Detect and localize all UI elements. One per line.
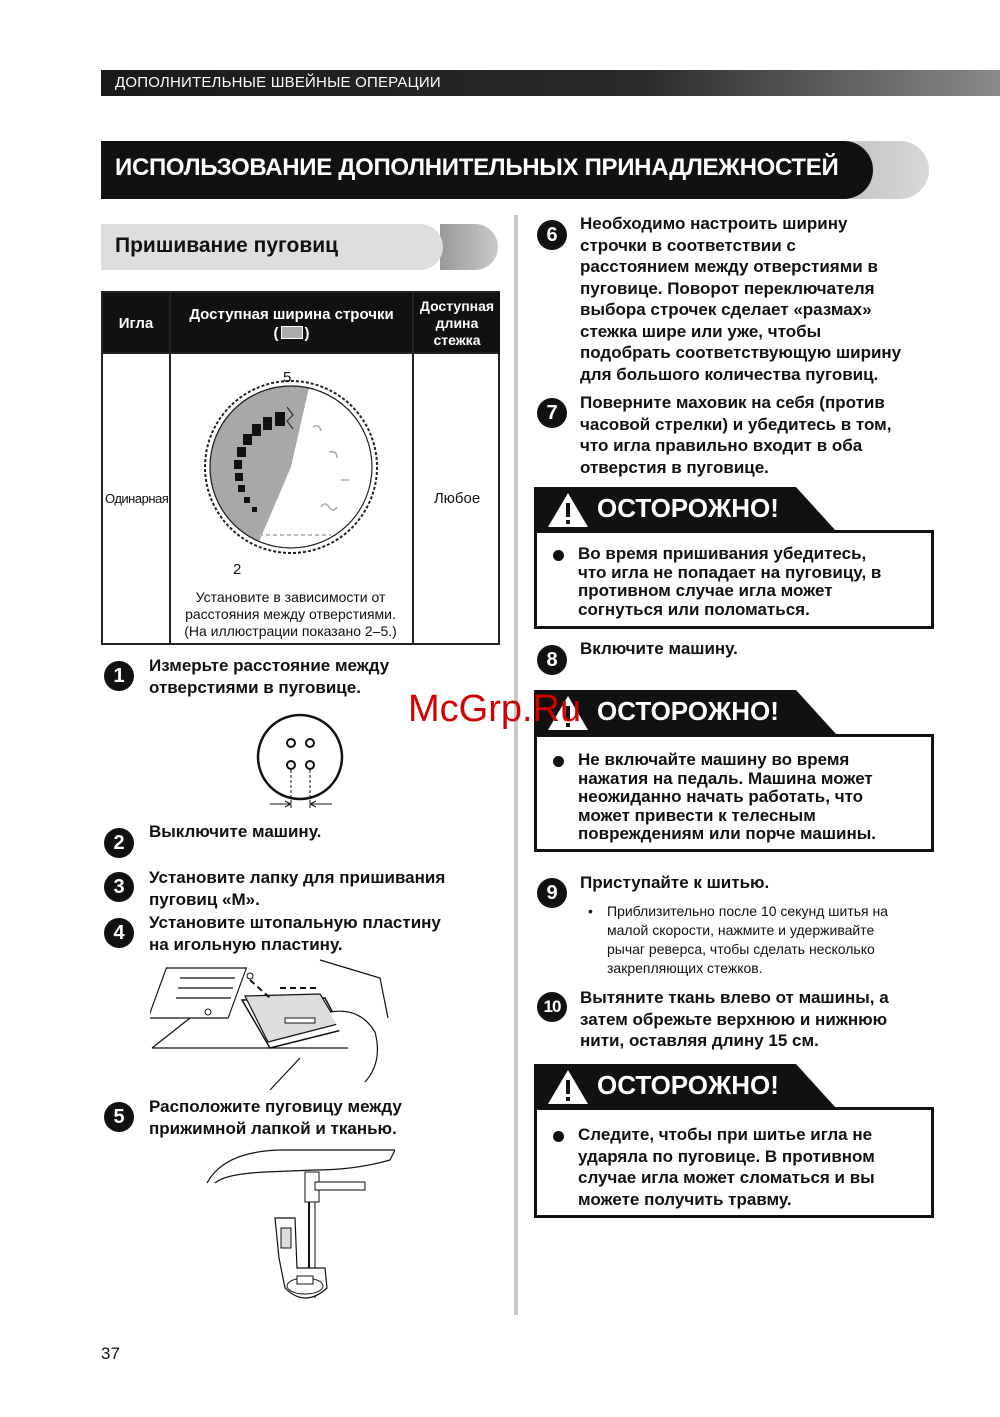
dial-note-l1: Установите в зависимости от	[195, 589, 386, 605]
header-bar	[101, 70, 1000, 96]
page-title-banner	[101, 141, 873, 199]
step-8-text: Включите машину.	[580, 639, 738, 658]
step-number: 10	[537, 992, 567, 1022]
caution-title: ОСТОРОЖНО!	[597, 493, 779, 523]
caution-line: Во время пришивания убедитесь,	[578, 544, 867, 563]
step-number: 9	[537, 878, 567, 908]
step-9-note	[607, 902, 888, 978]
dial-note-l3: (На иллюстрации показано 2–5.)	[184, 623, 397, 639]
step-5-line: прижимной лапкой и тканью.	[149, 1118, 397, 1138]
step-6-line: расстоянием между отверстиями в	[580, 257, 878, 276]
table-header-needle: Игла	[103, 293, 169, 354]
button-foot-illustration	[205, 1148, 395, 1308]
page-number: 37	[101, 1344, 120, 1363]
step-6-text	[580, 213, 901, 385]
button-measure-illustration	[250, 712, 350, 812]
caution-line: неожиданно начать работать, что	[578, 787, 864, 806]
caution-text	[578, 751, 876, 844]
table-header-width	[169, 293, 414, 354]
caution-box	[534, 1107, 934, 1218]
table-header-width-label: Доступная ширина строчки	[189, 305, 394, 323]
step-number: 2	[104, 828, 134, 858]
caution-line: ударяла по пуговице. В противном	[578, 1146, 875, 1166]
table-header-length-l2: длина	[435, 315, 479, 331]
caution-line: повреждениям или порче машины.	[578, 824, 876, 843]
settings-table	[101, 291, 500, 645]
header-section-label: ДОПОЛНИТЕЛЬНЫЕ ШВЕЙНЫЕ ОПЕРАЦИИ	[115, 74, 441, 91]
step-10-text	[580, 987, 889, 1052]
table-header-width-icon: ( )	[273, 324, 310, 342]
caution-box	[534, 530, 934, 629]
dial-note-l2: расстояния между отверстиями.	[185, 606, 396, 622]
step-1-line: Измерьте расстояние между	[149, 656, 390, 675]
step-number: 8	[537, 645, 567, 675]
caution-text	[578, 545, 881, 619]
step-4-line: на игольную пластину.	[149, 934, 343, 954]
length-value: Любое	[433, 490, 481, 507]
step-number: 3	[104, 872, 134, 902]
caution-line: Следите, чтобы при шитье игла не	[578, 1125, 873, 1144]
step-6-line: для большого количества пуговиц.	[580, 364, 879, 384]
step-number: 7	[537, 398, 567, 428]
bullet-icon: •	[588, 903, 593, 919]
caution-line: согнуться или поломаться.	[578, 599, 810, 619]
bullet-icon	[553, 756, 564, 767]
needle-value: Одинарная	[105, 491, 169, 506]
caution-line: можете получить травму.	[578, 1189, 792, 1209]
step-6-line: строчки в соответствии с	[580, 235, 796, 255]
step-number: 1	[104, 661, 134, 691]
step-number: 4	[104, 918, 134, 948]
caution-title: ОСТОРОЖНО!	[597, 696, 779, 726]
step-number: 5	[104, 1102, 134, 1132]
step-7-line: часовой стрелки) и убедитесь в том,	[580, 414, 892, 434]
step-10-line: затем обрежьте верхнюю и нижнюю	[580, 1009, 888, 1029]
stitch-width-dial-illustration	[201, 367, 381, 567]
step-1-line: отверстиями в пуговице.	[149, 677, 361, 697]
step-9-note-line: Приблизительно после 10 секунд шитья на	[607, 903, 889, 919]
step-9-bullet	[588, 902, 888, 978]
bullet-icon	[553, 550, 564, 561]
dial-max-label: 5	[283, 369, 292, 386]
section-heading: Пришивание пуговиц	[115, 234, 339, 257]
caution-banner	[534, 1064, 844, 1108]
caution-line: противном случае игла может	[578, 581, 833, 600]
step-9-text: Приступайте к шитью.	[580, 873, 770, 892]
caution-box	[534, 734, 934, 852]
bullet-icon	[553, 1131, 564, 1142]
watermark: McGrp.Ru	[408, 688, 582, 730]
caution-text	[578, 1124, 875, 1210]
table-header-length-l3: стежка	[433, 332, 481, 348]
section-shadow	[440, 224, 498, 270]
step-7-line: отверстия в пуговице.	[580, 457, 769, 477]
table-divider	[412, 293, 414, 643]
caution-line: Не включайте машину во время	[578, 750, 850, 769]
caution-line: случае игла может сломаться и вы	[578, 1168, 875, 1187]
step-5-text	[149, 1096, 402, 1139]
step-3-line: пуговиц «M».	[149, 889, 260, 909]
step-number: 6	[537, 220, 567, 250]
step-6-line: Необходимо настроить ширину	[580, 214, 848, 233]
column-divider	[514, 215, 518, 1315]
caution-line: может привести к телесным	[578, 805, 816, 825]
step-4-text	[149, 912, 441, 955]
step-7-line: что игла правильно входит в оба	[580, 436, 863, 455]
table-header-length-l1: Доступная	[419, 298, 495, 314]
step-9-note-line: закрепляющих стежков.	[607, 960, 763, 976]
step-3-line: Установите лапку для пришивания	[149, 868, 446, 887]
step-10-line: Вытяните ткань влево от машины, а	[580, 988, 889, 1007]
caution-line: нажатия на педаль. Машина может	[578, 768, 873, 788]
step-9-note-line: рычаг реверса, чтобы сделать несколько	[607, 941, 875, 957]
step-7-text	[580, 392, 891, 478]
darning-plate-illustration	[150, 958, 390, 1090]
table-header-length	[414, 293, 500, 354]
step-1-text	[149, 655, 389, 698]
step-6-line: выбора строчек сделает «размах»	[580, 300, 872, 319]
page-title: ИСПОЛЬЗОВАНИЕ ДОПОЛНИТЕЛЬНЫХ ПРИНАДЛЕЖНОСТЕЙ	[115, 154, 839, 181]
caution-banner	[534, 487, 844, 531]
step-6-line: пуговице. Поворот переключателя	[580, 278, 875, 298]
step-2-text: Выключите машину.	[149, 822, 322, 841]
step-7-line: Поверните маховик на себя (против	[580, 393, 885, 412]
caution-title: ОСТОРОЖНО!	[597, 1070, 779, 1100]
step-6-line: стежка шире или уже, чтобы	[580, 321, 822, 341]
step-10-line: нити, оставляя длину 15 см.	[580, 1031, 819, 1050]
section-heading-banner	[101, 224, 443, 270]
step-5-line: Расположите пуговицу между	[149, 1097, 402, 1116]
caution-line: что игла не попадает на пуговицу, в	[578, 562, 882, 582]
step-9-note-line: малой скорости, нажмите и удерживайте	[607, 922, 875, 938]
step-6-line: подобрать соответствующую ширину	[580, 343, 902, 362]
step-4-line: Установите штопальную пластину	[149, 913, 441, 932]
dial-note	[169, 589, 412, 640]
step-3-text	[149, 867, 445, 910]
dial-min-label: 2	[233, 561, 242, 578]
